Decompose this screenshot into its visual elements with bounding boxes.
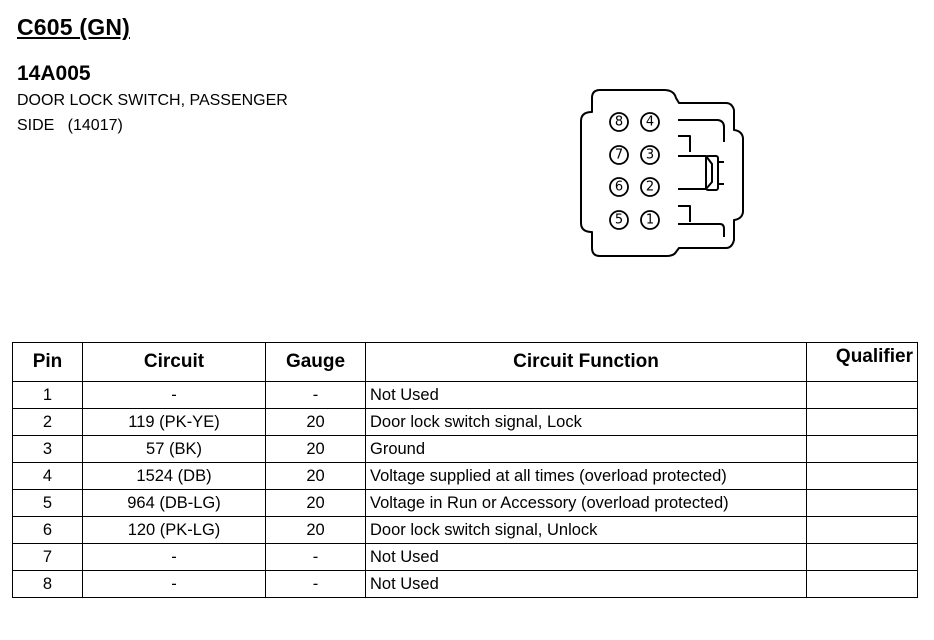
cell-gauge: 20 — [266, 490, 366, 517]
svg-text:4: 4 — [645, 114, 655, 130]
table-row — [13, 463, 918, 490]
pin-cavity-6 — [610, 178, 628, 196]
table-row — [13, 490, 918, 517]
cell-qualifier — [807, 544, 918, 571]
svg-text:3: 3 — [645, 147, 655, 163]
cell-pin: 8 — [13, 571, 83, 598]
connector-id: C605 (GN) — [17, 14, 130, 40]
cell-circuit: 1524 (DB) — [83, 463, 266, 490]
svg-text:1: 1 — [645, 212, 655, 228]
column-header-gauge: Gauge — [266, 343, 366, 382]
cell-gauge: - — [266, 571, 366, 598]
column-header-circuit: Circuit — [83, 343, 266, 382]
table-row — [13, 436, 918, 463]
part-number: 14A005 — [17, 62, 91, 85]
cell-gauge: 20 — [266, 463, 366, 490]
cell-qualifier — [807, 517, 918, 544]
table-row — [13, 571, 918, 598]
cell-qualifier — [807, 490, 918, 517]
cell-gauge: - — [266, 544, 366, 571]
svg-text:7: 7 — [614, 147, 624, 163]
cell-gauge: 20 — [266, 517, 366, 544]
pin-cavity-2 — [641, 178, 659, 196]
cell-qualifier — [807, 382, 918, 409]
cell-qualifier — [807, 436, 918, 463]
table-header-row — [13, 343, 918, 382]
pin-cavity-7 — [610, 146, 628, 164]
pin-cavity-1 — [641, 211, 659, 229]
cell-circuit: - — [83, 571, 266, 598]
cell-pin: 7 — [13, 544, 83, 571]
description-line-1: DOOR LOCK SWITCH, PASSENGER — [17, 92, 288, 109]
table-row — [13, 382, 918, 409]
cell-function: Door lock switch signal, Lock — [366, 409, 807, 436]
cell-circuit: 119 (PK-YE) — [83, 409, 266, 436]
cell-circuit: 964 (DB-LG) — [83, 490, 266, 517]
svg-text:8: 8 — [614, 114, 624, 130]
cell-qualifier — [807, 409, 918, 436]
cell-function: Voltage in Run or Accessory (overload protected) — [366, 490, 807, 517]
cell-function: Ground — [366, 436, 807, 463]
cell-circuit: 120 (PK-LG) — [83, 517, 266, 544]
cell-pin: 3 — [13, 436, 83, 463]
connector-face-diagram — [578, 86, 748, 258]
cell-pin: 5 — [13, 490, 83, 517]
column-header-pin: Pin — [13, 343, 83, 382]
column-header-qualifier: Qualifier — [807, 343, 918, 382]
cell-gauge: - — [266, 382, 366, 409]
cell-function: Door lock switch signal, Unlock — [366, 517, 807, 544]
cell-gauge: 20 — [266, 409, 366, 436]
table-row — [13, 544, 918, 571]
cell-pin: 1 — [13, 382, 83, 409]
cell-pin: 6 — [13, 517, 83, 544]
column-header-function: Circuit Function — [366, 343, 807, 382]
pin-cavity-4 — [641, 113, 659, 131]
cell-function: Not Used — [366, 544, 807, 571]
table-row — [13, 409, 918, 436]
description-line-2: SIDE (14017) — [17, 117, 123, 134]
cell-qualifier — [807, 463, 918, 490]
cell-qualifier — [807, 571, 918, 598]
cell-pin: 4 — [13, 463, 83, 490]
cell-function: Not Used — [366, 571, 807, 598]
svg-text:5: 5 — [614, 212, 624, 228]
pin-cavity-3 — [641, 146, 659, 164]
cell-circuit: 57 (BK) — [83, 436, 266, 463]
cell-circuit: - — [83, 544, 266, 571]
cell-function: Voltage supplied at all times (overload protected) — [366, 463, 807, 490]
svg-text:2: 2 — [645, 179, 655, 195]
cell-gauge: 20 — [266, 436, 366, 463]
pin-cavity-5 — [610, 211, 628, 229]
pin-cavity-8 — [610, 113, 628, 131]
cell-circuit: - — [83, 382, 266, 409]
table-row — [13, 517, 918, 544]
svg-text:6: 6 — [614, 179, 624, 195]
pin-table — [12, 342, 918, 598]
cell-pin: 2 — [13, 409, 83, 436]
cell-function: Not Used — [366, 382, 807, 409]
